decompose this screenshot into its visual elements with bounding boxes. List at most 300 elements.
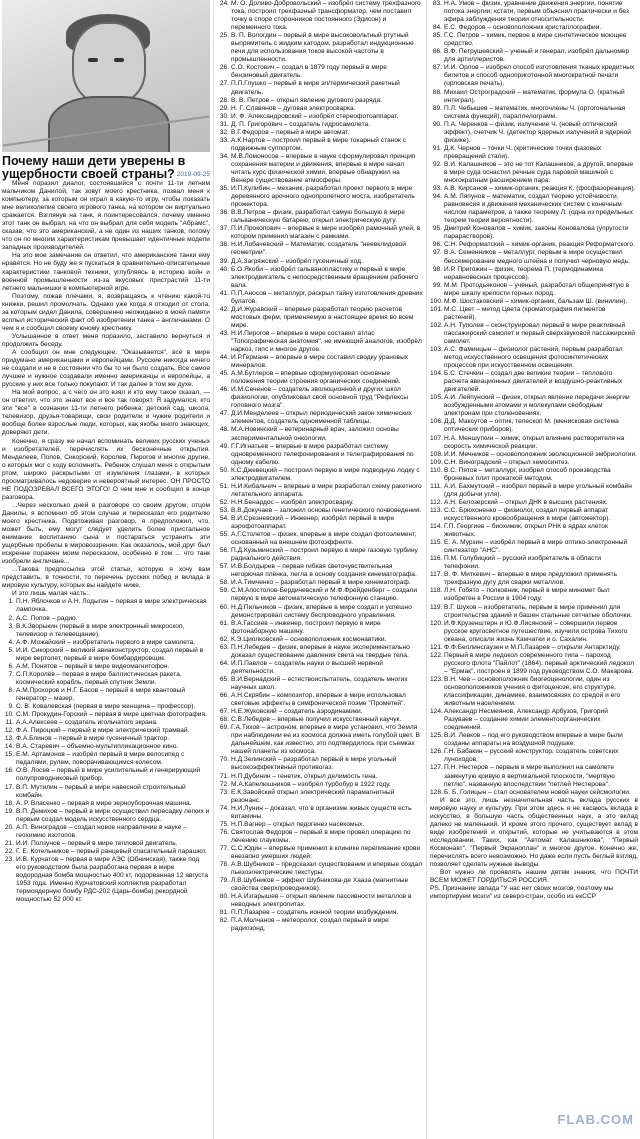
list-item-text: В.А.Гассиев – инженер, построил первую в мире фотонаборную машину. — [231, 619, 381, 635]
list-item-number: 22. — [4, 847, 14, 855]
list-item — [430, 435, 638, 451]
list-item-number: 18. — [4, 799, 14, 807]
intro-paragraph: Конечно, я сразу же начал вспоминать великих русских ученых и изобретателей, перечислять их бесконечные открытия. Менделеев, Попов, Сикорский, Королев, Пирогов и многие другие, о которых мог с ходу вспомнить. Ребенок слушал меня с открытым ртом, широко раскрытыми от изумления глазами, в которых просматривалось недоверие и невероятный интерес. ОН ПРОСТО НЕ ПОДОЗРЕВАЛ ВСЕГО ЭТОГО! О чем мне и сообщил в конце разговора. — [2, 437, 210, 501]
list-item-text: В.В.Докучаев – заложил основы генетического почвоведения. — [231, 506, 422, 514]
list-item-number: 126. — [430, 748, 443, 756]
intro-paragraph: ...Такова предпосылка этой статьи, которую я хочу вам представить, в точности, то перечень русских побед и вклада в мировую культуру, которых вы найдете ниже. — [2, 566, 210, 590]
list-item-number: 117. — [430, 571, 443, 579]
article-ps: PS. Признание запада "У нас нет своих мозгов, поэтому мы импортируем мозги" из северо-стран, особо из екССР — [430, 885, 614, 901]
list-item-number: 98. — [432, 265, 442, 273]
list-item-text: И.Ф.Крузенштерн и Ю.Ф.Лисянский – совершили первое русское кругосветное путешествие, изучили острова Тихого океана, описали жизнь Камчатки и о. Сахалин. — [444, 619, 628, 643]
list-item-number: 27. — [219, 80, 229, 88]
list-item-text: Н.А. Меншуткин – химик, открыл влияние растворителя на скорость химической реакции. — [444, 434, 625, 450]
site-watermark: FLAB.COM — [557, 1112, 634, 1127]
list-item-number: 113. — [430, 506, 443, 514]
list-item-text: С.П.Королёв – первая в мире баллистическая ракета, космический корабль, первый спутник Земли. — [16, 670, 182, 686]
list-item-text: Д.Д. Максутов – оптик, телескоп М. (менисковая система оптических приборов). — [444, 418, 619, 434]
list-item-number: 10. — [4, 711, 14, 719]
list-item — [2, 856, 210, 904]
list-item-text: В.В.Петров – физик, разработал самую большую в мире гальваническую батарею; открыл электрическую дугу. — [231, 209, 405, 225]
intro-paragraph: Поэтому, пожав плечами, я, возвращаясь к чтению какой-то книжки, решил промолчать. Однако уже когда я отходил от стола, за которым сидел Данила, совершенно неожиданно в моей памяти всплыл исторический факт об изобретении танка – англичанами. О чем я и сообщил своему юному крестнику. — [2, 292, 210, 332]
list-item-number: 28. — [219, 96, 229, 104]
list-item-number: 19. — [4, 807, 14, 815]
list-item — [2, 671, 210, 687]
list-intro: И это лишь малая часть:. — [12, 590, 90, 598]
list-item-text: В. Ф. Миткевич – впервые в мире предложил применять трехфазную дугу для сварки металлов. — [444, 571, 618, 587]
list-item-text: А.М. Понятов – первый в мире видеомагнитофон. — [16, 662, 170, 670]
list-item — [430, 185, 638, 193]
list-item — [217, 80, 423, 96]
list-item — [430, 105, 638, 121]
list-item-number: 104. — [430, 370, 443, 378]
list-item — [430, 145, 638, 161]
list-item — [217, 225, 423, 241]
list-item-number: 2. — [8, 614, 14, 622]
list-item-text: М.Ф. Шостаковский – химик-органик, бальзам Ш. (винилин). — [444, 297, 628, 305]
list-item-number: 70. — [219, 756, 229, 764]
list-item-text: Г.А.Тихов – астроном, впервые в мире установил, что Земля при наблюдении ее из космоса должна иметь голубой цвет. В дальнейшем, как известно, это подтвердилось при съемках нашей планеты из космоса. — [231, 724, 420, 756]
list-item — [2, 824, 210, 840]
list-item-number: 128. — [430, 788, 443, 796]
list-item — [430, 121, 638, 145]
list-item-number: 46. — [219, 386, 229, 394]
list-item-text: А.С. Фаминцын – физиолог растений, первым разработал метод искусственного освещения фотосинтетических процессов при искусственном освещении. — [444, 346, 623, 370]
list-item-text: Д.И.Журавский – впервые разработал теорию расчетов мостовых ферм, применяемую в настоящее время во всем мире. — [231, 305, 414, 329]
list-item-number: 59. — [219, 587, 229, 595]
list-item-text: А.М.Прохоров и Н.Г. Басов – первый в мире квантовый генератор – мазер. — [16, 686, 186, 702]
article-date[interactable]: 2019-09-25 — [176, 171, 210, 178]
list-item-text: Н.А.Изгарышев – открыл явление пассивности металлов в неводных электролитах. — [231, 893, 412, 909]
list-item — [217, 563, 423, 579]
list-item — [430, 161, 638, 185]
list-item-number: 63. — [219, 643, 229, 651]
list-item-number: 97. — [432, 249, 442, 257]
list-item-text: К.С.Джевецкий – построил первую в мире подводную лодку с электродвигателем. — [231, 466, 420, 482]
list-item — [217, 153, 423, 185]
list-item — [217, 724, 423, 756]
list-item-number: 78. — [219, 861, 229, 869]
list-item — [430, 459, 638, 467]
list-item — [430, 298, 638, 306]
list-item — [217, 410, 423, 426]
list-item-number: 33. — [219, 136, 229, 144]
list-item-text: Святослав Федоров – первый в мире провёл операцию по лечению глаукомы. — [231, 828, 411, 844]
list-item-number: 42. — [219, 305, 229, 313]
list-item — [217, 507, 423, 515]
article-title: Почему наши дети уверены в ущербности своей страны? — [2, 154, 186, 181]
list-item-text: Н.Е.Жуковский – создатель аэродинамики. — [231, 708, 363, 716]
list-item-number: 25. — [219, 32, 229, 40]
list-item — [430, 620, 638, 644]
list-item — [217, 209, 423, 225]
list-item-number: 17. — [4, 783, 14, 791]
list-item-number: 92. — [432, 160, 442, 168]
list-item-number: 68. — [219, 716, 229, 724]
list-item-text: Н.И.Пирогов – впервые в мире составил атлас "Топографическая анатомия", не имеющий аналогов, изобрёл наркоз, гипс и многое другое. — [231, 329, 422, 354]
list-item-text: Б.О.Якоби – изобрёл гальванопластику и первый в мире электродвигатель с непосредственным вращением рабочего вала. — [231, 265, 418, 289]
list-item — [430, 587, 638, 603]
list-item-number: 125. — [430, 732, 443, 740]
list-item-text: В.А. Старевич – объемно-мультипликационное кино. — [16, 743, 179, 751]
list-item-text: Д.И.Менделеев – открыл периодический закон химических элементов, создатель одноименной таблицы. — [231, 410, 412, 426]
article-intro — [2, 180, 210, 590]
list-item — [217, 893, 423, 909]
list-item-number: 114. — [430, 523, 443, 531]
list-item-number: 89. — [432, 104, 442, 112]
list-item — [217, 917, 423, 933]
list-item — [217, 386, 423, 410]
list-item-text: И.Р.Германн – впервые в мире составил сводку урановых минералов. — [231, 354, 409, 370]
list-item — [217, 587, 423, 603]
list-item — [430, 555, 638, 571]
list-item-number: 37. — [219, 225, 229, 233]
list-item — [430, 282, 638, 298]
list-item-number: 41. — [219, 289, 229, 297]
list-item — [217, 644, 423, 660]
list-item — [430, 652, 638, 676]
list-item-number: 50. — [219, 466, 229, 474]
list-item — [430, 24, 638, 32]
list-item-number: 74. — [219, 804, 229, 812]
list-item-number: 14. — [4, 743, 14, 751]
list-item-text: П.Л. Чебышев – математик, многочлены Ч. (ортогональная система функций), параллелограмм. — [444, 104, 626, 120]
intro-paragraph: Услышанное в ответ меня поразило, заставило вернуться и продолжить беседу. — [2, 332, 210, 348]
list-item-text: П.А.Молчанов – метеоролог, создал первый в мире радиозонд. — [231, 917, 389, 933]
list-item-number: 40. — [219, 265, 229, 273]
list-item-number: 122. — [430, 651, 443, 659]
list-item-number: 85. — [432, 32, 442, 40]
list-item-text: И.И. Мечников – основоположник эволюционной эмбриологии. — [444, 450, 638, 458]
list-item — [430, 32, 638, 48]
list-item-text: В.П. Демихов – первый в мире осуществил пересадку легких и первым создал модель искусственного сердца. — [16, 807, 210, 823]
list-item-number: 93. — [432, 185, 442, 193]
list-item-number: 20. — [4, 823, 14, 831]
list-item-number: 58. — [219, 579, 229, 587]
list-item-number: 90. — [432, 120, 442, 128]
list-item-text: П.П.Аносов – металлург, раскрыл тайну изготовления древних булатов. — [231, 289, 423, 305]
list-item — [430, 644, 638, 652]
list-item-text: И.П.Кулибин – механик, разработал проект первого в мире деревянного арочного однопролетного моста, изобретатель прожектора. — [231, 185, 415, 209]
list-item — [217, 354, 423, 370]
column-3 — [426, 0, 640, 1139]
list-item-text: К.Э.Циолковский – основоположник космонавтики. — [231, 635, 387, 643]
list-item-number: 103. — [430, 346, 443, 354]
list-item-text: П.Н. Нестеров – первым в мире выполнил на самолете замкнутую кривую в вертикальной плоскости, "мертвую петлю", названную впоследствии "петлей Нестерова". — [444, 764, 615, 788]
list-item-text: Г. Е. Котельников – первый ранцевый спасательный парашют. — [16, 847, 207, 855]
list-item — [217, 821, 423, 829]
list-item-text: В.И. Калашников – это не тот Калашников, а другой, впервые в мире суда оснастил речные суда паровой машиной с многократным расширением пара. — [444, 160, 634, 185]
list-item-text: Н.И.Кибальчич – впервые в мире разработал схему ракетного летательного аппарата. — [231, 482, 422, 498]
list-item-text: Н.П.Дубинин – генетик, открыл делимость гена. — [231, 772, 378, 780]
list-item-text: В.Н. Чев – основоположник биогеоценологии, один из основоположников учения о фитоценозе, его структуре, классификации, динамике, взаимосвязях со средой и его животным населением. — [444, 675, 621, 708]
list-item — [2, 639, 210, 647]
list-item-number: 79. — [219, 877, 229, 885]
list-item-text: П.И.Прокопович – впервые в мире изобрёл рамочный улей, в котором применил магазин с рамками. — [231, 225, 421, 241]
list-item — [430, 483, 638, 499]
list-item-text: М.М. Протодьяконов – ученый, разработал общепринятую в мире шкалу крепости горных пород. — [444, 281, 630, 297]
intro-paragraph: На это мое замечание он ответил, что американские танки ему нравятся. Но не буду же я пускаться в сравнительно-описательные характеристики танковой техники, углубляясь в историю войн и военной промышленности из-за вкусовых пристрастий 11-ти летнего мальчишки в компьютерной игре. — [2, 252, 210, 292]
list-item — [430, 676, 638, 708]
list-item-text: В. П. Вологдин – первый в мире высоковольтный ртутный выпрямитель с жидким катодом, разработал индукционные печи для использования токов высокой частоты в промышленности. — [231, 32, 414, 64]
list-item — [217, 185, 423, 209]
list-item-text: П.М. Голубицкий – русский изобретатель в области телефонии. — [444, 555, 602, 571]
list-item-number: 121. — [430, 643, 443, 651]
list-item-text: С.В.Лебедев – впервые получил искусственный каучук. — [231, 716, 402, 724]
list-item-number: 120. — [430, 619, 443, 627]
list-item-number: 88. — [432, 88, 442, 96]
column-2 — [213, 0, 426, 1139]
list-item-number: 86. — [432, 48, 442, 56]
list-item — [217, 330, 423, 354]
list-item — [430, 225, 638, 241]
list-item-text: П.Н.Лебедев – физик, впервые в науке экспериментально доказал существование давления света на твердые тела. — [231, 643, 410, 659]
list-item — [217, 547, 423, 563]
list-item-number: 66. — [219, 692, 229, 700]
list-item-number: 71. — [219, 772, 229, 780]
list-item-text: С.С.Юдин – впервые применил в клинике переливание крови внезапно умерших людей. — [231, 844, 421, 860]
list-item-number: 48. — [219, 426, 229, 434]
list-item — [217, 531, 423, 547]
list-item — [217, 121, 423, 129]
list-item-text: В. В. Петров – открыл явление дугового разряда. — [231, 96, 382, 104]
list-item-number: 91. — [432, 144, 442, 152]
list-item — [430, 604, 638, 620]
list-item-text: С.Н. Виноградский – открыл хемосинтез. — [444, 458, 570, 466]
list-item — [430, 708, 638, 732]
list-item-text: Н.Д.Пильчиков – физик, впервые в мире создал и успешно демонстрировал систему беспроводного управления. — [231, 603, 412, 619]
list-item-number: 73. — [219, 788, 229, 796]
list-item-text: П.Д.Кузьминский – построил первую в мире газовую турбину радиального действия. — [231, 547, 418, 563]
list-item — [217, 515, 423, 531]
list-item — [430, 370, 638, 394]
list-item-text: Ф.Ф.Беллинсгаузен и М.П.Лазарев – открыли Антарктиду. — [444, 643, 621, 651]
list-item — [217, 756, 423, 772]
list-item — [430, 467, 638, 483]
list-item-number: 110. — [430, 466, 443, 474]
list-item-text: В.Г.Федоров – первый в мире автомат. — [231, 128, 350, 136]
list-item — [2, 800, 210, 808]
inventions-list-part-2 — [217, 0, 423, 933]
list-item-number: 119. — [430, 603, 443, 611]
list-item-number: 101. — [430, 305, 443, 313]
list-item — [217, 676, 423, 692]
list-item-text: Л.Н. Гобято – полковник, первый в мире миномет был изобретен в России в 1904 году. — [444, 587, 610, 603]
list-item-text: Г.П. Георгиев – биохимик, открыл РНК в ядрах клеток животных. — [444, 523, 608, 539]
list-item-text: А.С. Попов – радио. — [16, 614, 78, 622]
list-item-number: 6. — [8, 662, 14, 670]
list-item-text: Ф.А. Пироцкий – первый в мире электрический трамвай. — [16, 727, 190, 735]
list-item-number: 7. — [8, 670, 14, 678]
list-item — [2, 687, 210, 703]
list-item-text: В.И. Левков – под его руководством впервые в мире были созданы аппараты на воздушной подушке. — [444, 732, 623, 748]
list-item-number: 56. — [219, 547, 229, 555]
intro-paragraph: Меня поразил диалог, состоявшийся с почти 11-ти летним мальчиком Данилой, так зовут моего крестника, позвал меня к компьютеру, за которым он играл в какую-то игру, чтобы показать мне великолепие своего игрового танка, на котором он виртуально сражается. Взглянув на танк, я поинтересовался, почему именно этот танк он выбрал, на что он выбрал для себя модель "Абрамс", сказав, что это американский, а не один из наших танков, потому что он по многим характеристикам превышает идентичные модели западных производителей. — [2, 180, 210, 252]
list-item-number: 115. — [430, 539, 443, 547]
list-item-number: 35. — [219, 185, 229, 193]
list-item-text: А.М. Ляпунов – математик, создал теорию устойчивости, равновесия и движения механических систем с конечным числом параметров, а также теорему Л. (одна из предельных теорем теории вероятности). — [444, 193, 633, 225]
list-item-number: 64. — [219, 659, 229, 667]
list-item-text: М.С. Цвет – метод Цвета (хроматография пигментов растений). — [444, 305, 606, 321]
list-item — [430, 394, 638, 418]
list-item-number: 105. — [430, 394, 443, 402]
list-item-number: 9. — [8, 703, 14, 711]
list-item-text: А.П. Виноградов – создал новое направление в науке – геохимию изотопов. — [16, 823, 187, 839]
list-item — [217, 861, 423, 877]
list-item-text: С.Н. Реформатский – химик-органик, реакция Реформатского. — [444, 241, 635, 249]
list-item-text: А.И. Лейпунский – физик, открыл явление передачи энергии возбужденными атомами и молекулами свободным электронам при столкновениях. — [444, 394, 630, 418]
list-item-text: Г.Г.Игнатьев – впервые в мире разработал систему одновременного телефонирования и телеграфирования по одному кабелю. — [231, 442, 414, 466]
list-item-number: 52. — [219, 498, 229, 506]
list-item-number: 55. — [219, 531, 229, 539]
list-item-number: 61. — [219, 619, 229, 627]
list-item-number: 11. — [5, 719, 14, 727]
list-item-number: 39. — [219, 257, 229, 265]
list-item-text: Н.И.Лунин – доказал, что в организме живых существ есть витамины. — [231, 804, 412, 820]
list-item — [217, 805, 423, 821]
list-item — [217, 789, 423, 805]
list-item-number: 47. — [219, 410, 229, 418]
list-item-text: А.М.Бутлеров – впервые сформулировал основные положения теории строения органических соединений. — [231, 370, 401, 386]
list-item-text: Д.А.Загряжский – изобрёл гусеничный ход. — [231, 257, 363, 265]
list-item — [430, 418, 638, 434]
list-item-text: Н.Д.Зелинский – разработал первый в мире угольный высокоэффективный противогаз. — [231, 756, 397, 772]
list-item — [430, 306, 638, 322]
list-item — [2, 840, 210, 848]
list-item-text: С.О. Костович – создал в 1879 году первый в мире бензиновый двигатель. — [231, 64, 387, 80]
list-item — [217, 32, 423, 64]
list-item-text: Дмитрий Коновалов – химик, законы Коновалова (упругости парарастворов). — [444, 225, 629, 241]
list-item-number: 112. — [430, 498, 443, 506]
list-item-text: А.И. Бахмутский – изобрел первый в мире угольный комбайн (для добычи угля). — [444, 482, 632, 498]
list-item-text: И. Ф. Александровский – изобрёл стереофотоаппарат. — [231, 112, 399, 120]
list-item-number: 1. — [8, 598, 14, 606]
list-item-text: С.М. Прокудин-Горский – первая в мире цветная фотография. — [16, 711, 207, 719]
list-item — [430, 732, 638, 748]
list-item-number: 38. — [219, 241, 229, 249]
list-item-text: О.В. Лосев – первый в мире усилительный и генерирующий полупроводниковый прибор. — [16, 767, 201, 783]
list-item — [217, 620, 423, 636]
list-item — [430, 0, 638, 24]
list-item — [430, 499, 638, 507]
list-item-text: Г.С. Петров – химик, первое в мире синтетическое моющее средство. — [444, 32, 627, 48]
column-1 — [0, 0, 213, 1139]
list-item-text: И.П.Павлов – создатель науки о высшей нервной деятельности. — [231, 659, 383, 675]
list-item — [430, 523, 638, 539]
list-item-number: 102. — [430, 321, 443, 329]
list-item-number: 26. — [219, 64, 229, 72]
list-item-text: В.И.Вернадский – естествоиспытатель, создатель многих научных школ. — [231, 675, 408, 691]
list-item-number: 69. — [219, 724, 229, 732]
list-item-number: 30. — [219, 112, 229, 120]
list-item-number: 44. — [219, 354, 229, 362]
article-closing — [430, 797, 638, 886]
list-item-text: Ф.А.Блинов – первый в мире гусеничный трактор. — [16, 735, 170, 743]
list-item-text: И.М.Сеченов – создатель эволюционной и других школ физиологии, опубликовал свой основной труд "Рефлексы головного мозга". — [231, 386, 409, 410]
list-item-text: А.А.Алексеев – создатель игольчатого экрана. — [16, 719, 158, 727]
list-item-text: Б. Б. Голицын – стал основателем новой науки сейсмологии. — [444, 788, 631, 796]
list-item — [430, 789, 638, 797]
list-item-text: А. Р. Власенко – первая в мире зерноуборочная машина. — [16, 799, 192, 807]
list-item-number: 108. — [430, 450, 443, 458]
list-item — [2, 711, 210, 719]
list-item-number: 77. — [219, 844, 229, 852]
list-item-number: 65. — [219, 675, 229, 683]
list-item — [217, 692, 423, 708]
list-item-text: Д. П. Григорович – создатель гидросамолета. — [231, 120, 371, 128]
list-item-number: 13. — [4, 735, 14, 743]
list-item-text: И.Р. Пригожин – физик, теорема П. (термодинамика неравновесных процессов). — [444, 265, 604, 281]
list-item — [430, 48, 638, 64]
list-item-number: 67. — [219, 708, 229, 716]
list-item — [430, 539, 638, 555]
list-item — [217, 64, 423, 80]
list-item-text: И.А.Тимченко – разработал первый в мире кинематограф. — [231, 579, 411, 587]
list-item-number: 57. — [219, 563, 229, 571]
list-item-text: В.П. Мутилин – первый в мире навесной строительный комбайн. — [16, 783, 186, 799]
list-item-number: 95. — [432, 225, 442, 233]
list-item-text: П.П.Лазарев – создатель ионной теории возбуждения. — [231, 909, 399, 917]
list-item-text: В.И.Срезневский – Инженер, изобрёл первый в мире аэрофотоаппарат. — [231, 515, 395, 531]
list-item — [2, 598, 210, 614]
list-item-number: 116. — [430, 555, 443, 563]
intro-paragraph: На мой вопрос, а с чего он это взял и кто ему такое сказал, — он ответил, что это знают все и все так говорят. Я задумался, кто эти "все" в сознании 11-ти летнего ребенка: детский сад, школа, телевизор, друзья-товарищи, свои родители и чужие родители и вообще более взрослые люди, которых, как якобы много знающих, доверяют дети. — [2, 389, 210, 437]
list-item-number: 3. — [8, 622, 14, 630]
list-item — [217, 660, 423, 676]
list-item-number: 62. — [219, 635, 229, 643]
list-item — [217, 266, 423, 290]
list-item-text: А.Г.Столетов – физик, впервые в мире создал фотоэлемент, основанный на внешнем фотоэффекте. — [231, 531, 417, 547]
list-item-text: С.С. Брюхоненко – физиолог, создал первый аппарат искусственного кровообращения в мире (автожектор). — [444, 506, 611, 522]
list-item-text: И.И. Сикорский – великий авиаконструктор, создал первый в мире вертолет, первый в мире бомбардировщик. — [16, 646, 204, 662]
list-item — [2, 784, 210, 800]
list-item-number: 99. — [432, 281, 442, 289]
list-item-number: 107. — [430, 434, 443, 442]
list-item-text: Александр Несмеянов, Александр Арбузов, Григорий Разуваев – создание химии элементоорганических соединений. — [444, 708, 608, 732]
list-item-number: 4. — [8, 638, 14, 646]
list-item-number: 5. — [8, 646, 14, 654]
intro-paragraph: А сообщил он мне следующее. "Оказывается", все в мире придумано американцами и европейцами. Русские никогда ничего не создали и не в состоянии что бы то ни было создать. Все самое лучшее и нужное создавали именно американцы и европейцы, а русские у них все только покупают. И так далее в том же духе. — [2, 348, 210, 389]
list-item-text: В.С. Пятов – металлург, изобрел способ производства броневых плит прокаткой методом. — [444, 466, 611, 482]
list-item-text: П.П.Глушко – первый в мире эл/термический ракетный двигатель. — [231, 80, 400, 96]
list-item — [217, 105, 423, 113]
list-item — [430, 507, 638, 523]
list-item-number: 53. — [219, 506, 229, 514]
list-item-number: 127. — [430, 764, 443, 772]
list-item-number: 118. — [430, 587, 443, 595]
list-item — [430, 241, 638, 249]
article-illustration — [2, 0, 210, 152]
list-item — [2, 767, 210, 783]
list-item-text: Л.В.Шубников – эффект Шубникова-де Хааза (магнитные свойства сверхпроводников). — [231, 877, 409, 893]
list-item-text: Н.И.Лобачевский – Математик, создатель "неевклидовой геометрии". — [231, 241, 407, 257]
list-item — [2, 751, 210, 767]
list-item-text: Михаил Остроградский – математик, формула О. (кратный интеграл). — [444, 88, 625, 104]
list-item-number: 87. — [432, 64, 442, 72]
list-item-number: 24. — [219, 0, 229, 7]
list-item — [430, 249, 638, 265]
closing-paragraph: Вот нужно ли проявлять нашим детям знания, что ПОЧТИ ВСЕМ МОЖЕТ ГОРДИТЬСЯ РОССИЯ. — [430, 869, 638, 885]
list-item-number: 43. — [219, 329, 229, 337]
list-item-text: М.А.Капелюшников – изобрёл турбобур в 1922 году. — [231, 780, 391, 788]
list-item-text: А.В. Кирсанов – химик-органик, реакция К. (фосфазореакция). — [444, 185, 636, 193]
list-item-number: 51. — [219, 482, 229, 490]
list-item — [217, 499, 423, 507]
list-item — [217, 483, 423, 499]
list-item-number: 111. — [430, 482, 442, 490]
list-item — [217, 781, 423, 789]
list-item — [2, 615, 210, 623]
list-item — [217, 636, 423, 644]
